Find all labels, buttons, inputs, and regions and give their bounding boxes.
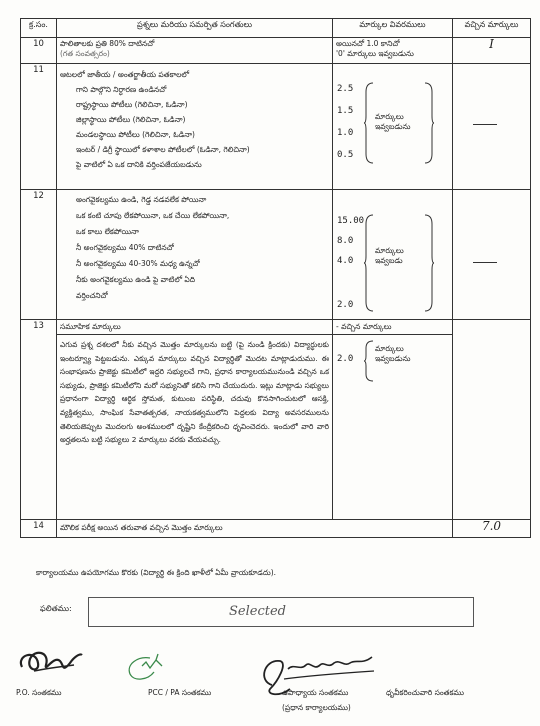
row-description [57, 520, 453, 538]
description-line: (గత సంవత్సరం) [60, 49, 110, 58]
row-marks-details [333, 190, 453, 320]
marks-value: 1.0 [337, 128, 354, 138]
row-description [57, 190, 333, 320]
brace-label-line: మార్కులు [375, 246, 404, 255]
po-signature-label: P.O. సంతకము [16, 688, 62, 697]
table-row [21, 190, 531, 320]
header-description: ప్రశ్నలు మరియు సమర్పిత సంగతులు [57, 19, 333, 38]
header-awarded-marks: వచ్చిన మార్కులు [453, 19, 531, 38]
row-description [57, 38, 333, 64]
office-use-note: కార్యాలయము ఉపయోగము కొరకు (విద్యార్థి ఈ క్రింది ఖాళీలో ఏమీ వ్రాయకూడదు). [36, 568, 277, 577]
marks-value: 4.0 [337, 256, 354, 266]
brace-label [375, 246, 404, 266]
brace-label [375, 344, 410, 364]
description-line: ఇంటర్ / డిగ్రీ స్థాయిలో కళాశాల పోటీలలో (ఓడినా, గెలిచినా) [76, 145, 250, 154]
description-line: నీ అంగవైకల్యము 40-30% మధ్య ఉన్నచో [76, 259, 200, 268]
row-number: 13 [21, 320, 57, 520]
description-line: గాని పాల్గొని నిర్ధారణ ఉండినచో [76, 85, 167, 94]
description-line: పాలితాలకు ప్రతి 80% దాటినచో [60, 39, 155, 48]
awarded-cell [453, 64, 531, 190]
awarded-cell [453, 38, 531, 64]
marks-value: 2.0 [337, 300, 354, 310]
description-line: అంగవైకల్యము ఉండి, గెడ్డ నడవలేక పోయినా [76, 195, 207, 204]
curly-brace-icon [363, 340, 375, 382]
fourth-signature-label: ధృవీకరించువారి సంతకము [386, 688, 464, 697]
marks-table [20, 18, 531, 538]
brace-label-line: ఇవ్వబడును [375, 354, 411, 363]
description-line: ఒక కాలు లేకపోయినా [76, 227, 139, 236]
marks-value: 0.5 [337, 150, 354, 160]
row-marks-details [333, 38, 453, 64]
marks-value: 8.0 [337, 236, 354, 246]
curly-brace-right-icon [423, 214, 435, 312]
brace-label-line: ఇవ్వబడును [375, 122, 411, 131]
row-description [57, 64, 333, 190]
description-line: మండలస్థాయి పోటీలు (గెలిచినా, ఓడినా) [76, 130, 195, 139]
pcc-signature [120, 650, 180, 684]
row-number: 10 [21, 38, 57, 64]
result-value: Selected [229, 604, 286, 619]
awarded-mark: I [489, 37, 494, 51]
header-marks-details: మార్కుల వివరములు [333, 19, 453, 38]
description-line: జిల్లాస్థాయి పోటీలు (గెలిచినా, ఓడినా) [76, 115, 186, 124]
table-row [21, 64, 531, 190]
curly-brace-icon [363, 214, 375, 312]
marks-subheader: - వచ్చిన మార్కులు [333, 320, 452, 335]
result-label: ఫలితము: [40, 604, 72, 613]
awarded-dash [473, 124, 497, 125]
brace-label-line: మార్కులు [375, 112, 404, 121]
awarded-cell [453, 320, 531, 520]
marks-line: '0' మార్కులు ఇవ్వబడును [336, 49, 414, 58]
marks-value: 15.00 [337, 216, 365, 226]
third-signature-label: ఉపాధ్యాయ సంతకము [282, 688, 349, 697]
row-marks-details [333, 320, 453, 520]
marks-value: 2.5 [337, 84, 354, 94]
total-marks: 7.0 [481, 519, 502, 533]
third-signature-sublabel: (ప్రధాన కార్యాలయము) [282, 703, 351, 712]
table-header-row [21, 19, 531, 38]
table-row [21, 320, 531, 520]
marks-line: అయినచో 1.0 కానిచో [336, 39, 400, 48]
table-row [21, 520, 531, 538]
section-title: సమూహిక మార్కులు [57, 320, 332, 335]
row-number: 11 [21, 64, 57, 190]
brace-label [375, 112, 410, 132]
curly-brace-icon [363, 82, 375, 164]
curly-brace-right-icon [423, 82, 435, 164]
awarded-dash [473, 262, 497, 263]
marks-value: 1.5 [337, 106, 354, 116]
table-row [21, 38, 531, 64]
row-number: 14 [21, 520, 57, 538]
row-marks-details [333, 64, 453, 190]
description-line: మౌలిక పరీక్ష అయిన తరువాత వచ్చిన మొత్తం మార్కులు [60, 523, 223, 532]
awarded-cell [453, 520, 531, 538]
row-number: 12 [21, 190, 57, 320]
brace-label-line: ఇవ్వబడు [375, 256, 403, 265]
po-signature [14, 645, 84, 681]
description-line: నీ అంగవైకల్యము 40% దాటినచో [76, 243, 174, 252]
description-line: ఒక కంటి చూపు లేకపోయినా, ఒక చేయి లేకపోయినా, [76, 211, 230, 220]
description-line: నీకు అంగవైకల్యము ఉండి పై వాటిలో ఏది [76, 275, 196, 284]
description-line: పై వాటిలో ఏ ఒక దానికి వర్తింపజేయబడును [76, 160, 202, 169]
awarded-cell [453, 190, 531, 320]
description-line: రాష్ట్రస్థాయి పోటీలు (గెలిచినా, ఓడినా) [76, 100, 188, 109]
description-line: ఆటలలో జాతీయ / అంతర్జాతీయ పతకాలలో [60, 70, 190, 79]
description-line: వర్తించనిచో [76, 291, 108, 300]
row-description [57, 320, 333, 520]
section-paragraph: ఎగువ ప్రశ్న దశలలో నీకు వచ్చిన మొత్తం మార్కులను బట్టి (పై నుండి క్రిందకు) విద్యార్థులకు ఇంటర్వ్యూ పెట్టబడును. ఎక్కువ మార్కులు వచ్చిన విద్యార్థితో మొదట మాట్లాడుదుము. ఈ సంభాషణను ప్రాజెక్టు కమిటీలో ఇద్దరి సభ్యులచే గాని, ప్రధాన కార్యాలయమునుండి వచ్చిన ఒక సభ్యుడు, ప్రాజెక్టు కమిటీలోని మరో సభ్యునితో కలిసి గాని చేయుదురు. ఇట్లు మాట్లాడు సభ్యులు ప్రధానంగా విద్యార్థి ఆర్థిక స్తోమత, కుటుంబ పరిస్థితి, చదువు కొనసాగించుటలో ఆసక్తి, వ్యక్తిత్వము, సాంఘిక సేవాతత్పరత, నాయకత్వములోని పెద్దలకు విద్యా అవసరములను తెలియజెప్పుట మొదలగు అంశములలో దృష్టిని కేంద్రీకరించి ధృవించెదరు. ఇందులో వారి వారి అర్హతలను బట్టి సభ్యులు 2 మార్కులు వరకు వేయవచ్చు. [60, 340, 329, 445]
brace-label-line: మార్కులు [375, 344, 404, 353]
result-field [88, 597, 474, 627]
pcc-signature-label: PCC / PA సంతకము [148, 688, 212, 697]
marks-value: 2.0 [337, 354, 354, 364]
header-sno: క్ర.సం. [21, 19, 57, 38]
